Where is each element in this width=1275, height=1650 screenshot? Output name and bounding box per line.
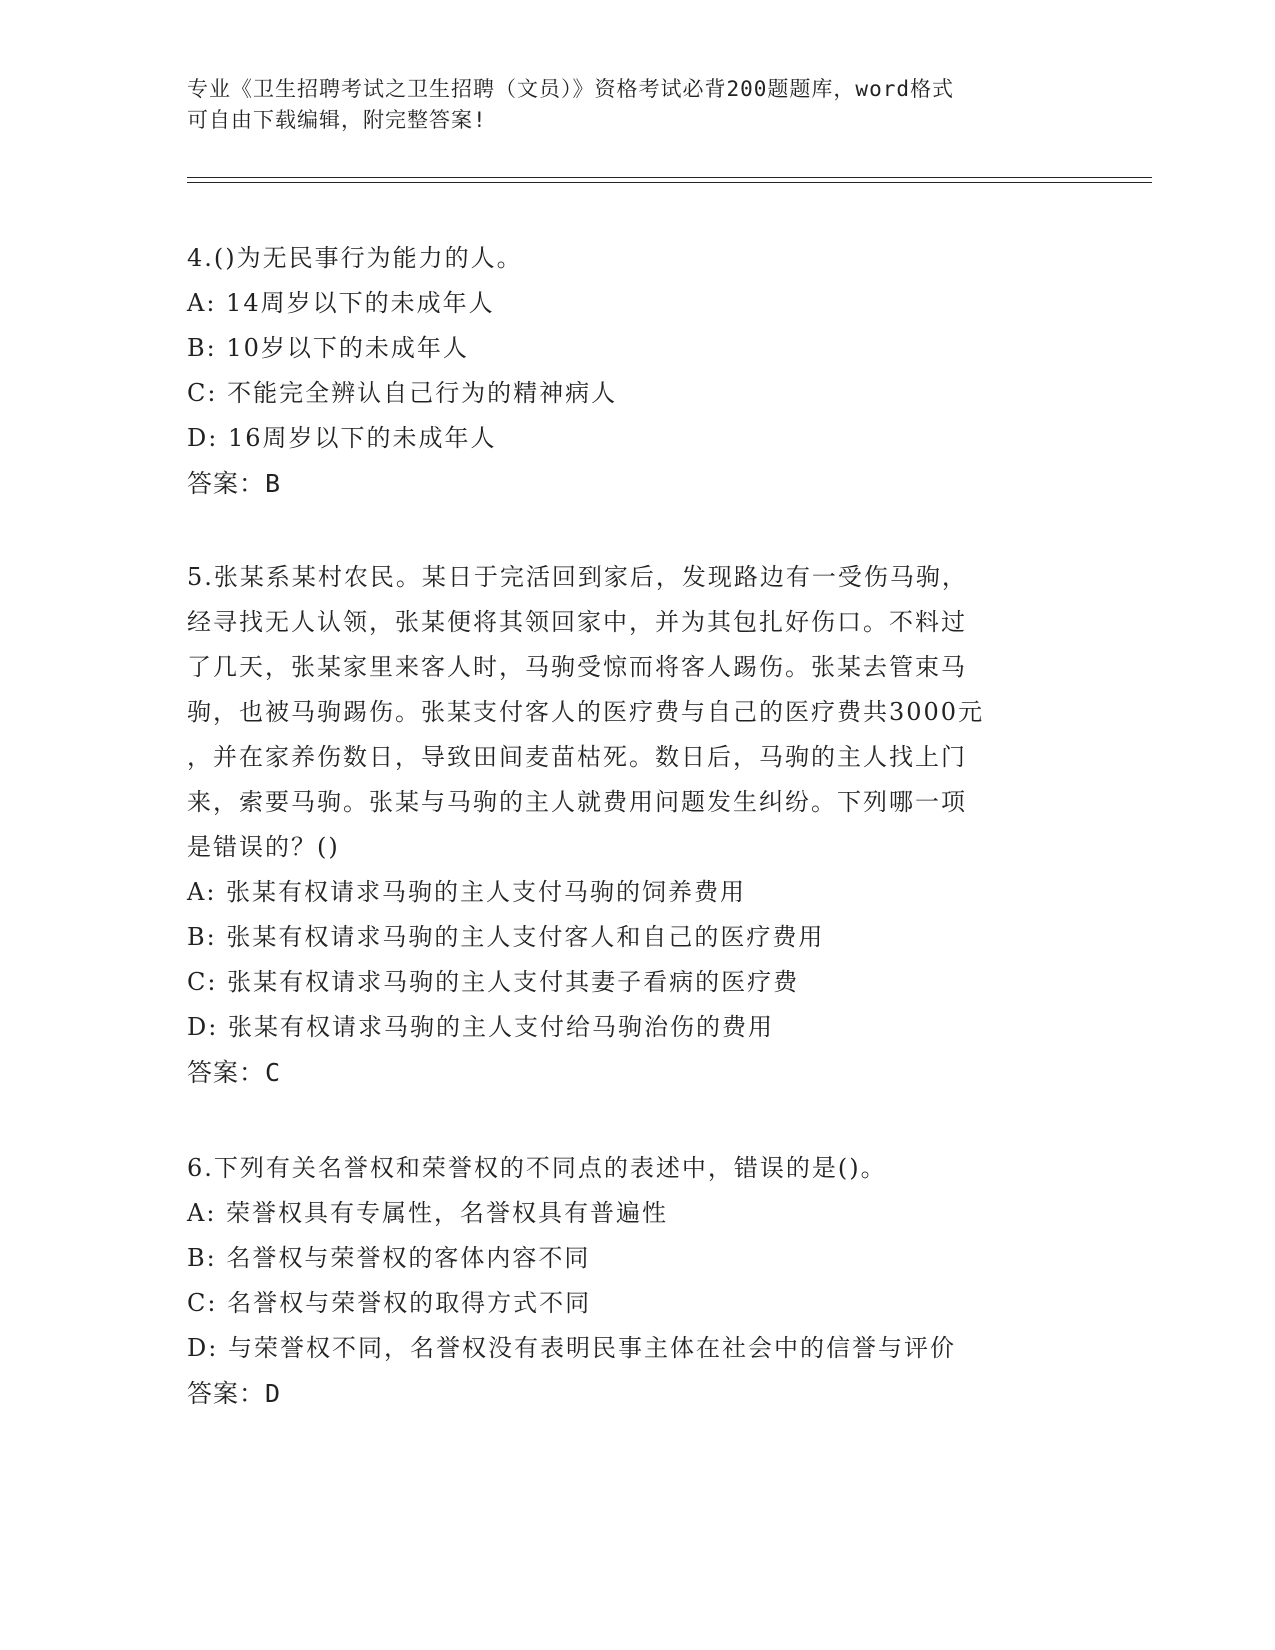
- option-d: D: 16周岁以下的未成年人: [187, 424, 497, 452]
- option-b: B: 名誉权与荣誉权的客体内容不同: [187, 1244, 591, 1272]
- header-divider-top: [187, 177, 1152, 178]
- option-c: C: 张某有权请求马驹的主人支付其妻子看病的医疗费: [187, 968, 800, 996]
- question-stem-line: 驹，也被马驹踢伤。张某支付客人的医疗费与自己的医疗费共3000元: [187, 698, 985, 726]
- question-stem-line: ，并在家养伤数日，导致田间麦苗枯死。数日后，马驹的主人找上门: [187, 743, 967, 771]
- option-a: A: 14周岁以下的未成年人: [187, 289, 495, 317]
- header-line-1: 专业《卫生招聘考试之卫生招聘（文员）》资格考试必背200题题库，word格式: [187, 77, 954, 101]
- question-stem-line: 了几天，张某家里来客人时，马驹受惊而将客人踢伤。张某去管束马: [187, 653, 967, 681]
- question-5: [187, 555, 1087, 1095]
- header-divider-bottom: [187, 182, 1152, 183]
- answer-label: 答案：D: [187, 1379, 282, 1408]
- question-stem: 6.下列有关名誉权和荣誉权的不同点的表述中，错误的是()。: [187, 1154, 887, 1182]
- question-stem-line: 经寻找无人认领，张某便将其领回家中，并为其包扎好伤口。不料过: [187, 608, 967, 636]
- question-4: [187, 236, 1087, 506]
- option-d: D: 张某有权请求马驹的主人支付给马驹治伤的费用: [187, 1013, 774, 1041]
- question-stem-line: 是错误的？(): [187, 833, 340, 861]
- option-c: C: 不能完全辨认自己行为的精神病人: [187, 379, 618, 407]
- answer-label: 答案：C: [187, 1058, 282, 1087]
- question-stem-line: 来，索要马驹。张某与马驹的主人就费用问题发生纠纷。下列哪一项: [187, 788, 967, 816]
- header-line-2: 可自由下载编辑，附完整答案!: [187, 108, 487, 132]
- question-6: [187, 1146, 1087, 1416]
- option-c: C: 名誉权与荣誉权的取得方式不同: [187, 1289, 592, 1317]
- question-stem-line: 5.张某系某村农民。某日于完活回到家后，发现路边有一受伤马驹，: [187, 563, 968, 591]
- answer-label: 答案：B: [187, 469, 282, 498]
- option-a: A: 张某有权请求马驹的主人支付马驹的饲养费用: [187, 878, 747, 906]
- option-b: B: 张某有权请求马驹的主人支付客人和自己的医疗费用: [187, 923, 825, 951]
- option-d: D: 与荣誉权不同，名誉权没有表明民事主体在社会中的信誉与评价: [187, 1334, 956, 1362]
- document-header: [187, 74, 1087, 136]
- option-b: B: 10岁以下的未成年人: [187, 334, 469, 362]
- option-a: A: 荣誉权具有专属性，名誉权具有普遍性: [187, 1199, 669, 1227]
- question-stem: 4.()为无民事行为能力的人。: [187, 244, 523, 272]
